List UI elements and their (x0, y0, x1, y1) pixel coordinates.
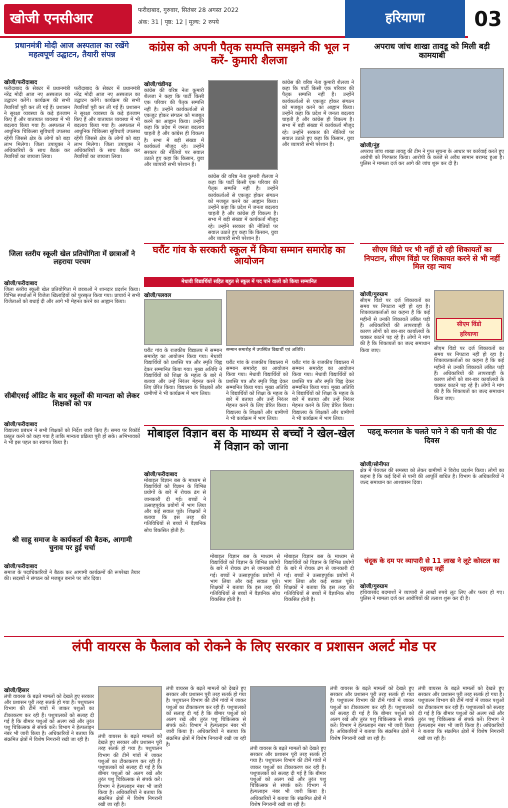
virus-body-col2: लंपी वायरस के बढ़ते मामलों को देखते हुए सरकार और प्रशासन पूरी तरह सतर्क हो गया है। पशुपालन विभाग की टीमें गांवों में जाकर पशुओं का टीकाकरण कर रही हैं। पशुपालकों को सलाह दी गई है कि बीमार पशुओं को अलग रखें और तुरंत पशु चिकित्सक से संपर्क करें। विभाग ने हेल्पलाइन नंबर भी जारी किया है। अधिकारियों ने बताया कि संक्रमित क्षेत्रों में विशेष निगरानी रखी जा रही है। (98, 734, 162, 808)
virus-body-col1: लंपी वायरस के बढ़ते मामलों को देखते हुए सरकार और प्रशासन पूरी तरह सतर्क हो गया है। पशुपालन विभाग की टीमें गांवों में जाकर पशुओं का टीकाकरण कर रही हैं। पशुपालकों को सलाह दी गई है कि बीमार पशुओं को अलग रखें और तुरंत पशु चिकित्सक से संपर्क करें। विभाग ने हेल्पलाइन नंबर भी जारी किया है। अधिकारियों ने बताया कि संक्रमित क्षेत्रों में विशेष निगरानी रखी जा रही है। (4, 694, 94, 744)
cm-body-col2: सीएम विंडो पर दर्ज शिकायतों का समय पर निपटारा नहीं हो रहा है। शिकायतकर्ताओं का कहना है कि कई महीनों से उनकी शिकायतें लंबित पड़ी हैं। अधिकारियों की लापरवाही के कारण लोगों को बार-बार कार्यालयों के चक्कर काटने पड़ रहे हैं। लोगों ने मांग की है कि शिकायतों का जल्द समाधान किया जाए। (434, 346, 504, 402)
divider (144, 243, 354, 244)
congress-byline: खोजी/चंडीगढ़ (144, 82, 172, 88)
science-body-col3: मोबाइल विज्ञान बस के माध्यम से विद्यार्थियों को विज्ञान के विभिन्न प्रयोगों के बारे में रोचक ढंग से जानकारी दी गई। बच्चों ने उत्साहपूर्वक प्रयोगों में भाग लिया और कई सवाल पूछे। शिक्षकों ने बताया कि इस तरह की गतिविधियों से बच्चों में वैज्ञानिक सोच विकसित होती है। (284, 554, 354, 604)
section-title: हरियाणा (345, 0, 465, 38)
sports-body: जिला स्तरीय स्कूली खेल प्रतियोगिता में छात्राओं ने शानदार प्रदर्शन किया। विभिन्न स्पर्धाओं में विजेता खिलाड़ियों को पुरस्कृत किया गया। प्राचार्य ने सभी विजेताओं को बधाई दी और आगे भी मेहनत करने का आह्वान किया। (4, 287, 141, 306)
congress-body-col2: कांग्रेस की वरिष्ठ नेता कुमारी शैलजा ने कहा कि पार्टी किसी एक परिवार की पैतृक सम्पत्ति नहीं है। उन्होंने कार्यकर्ताओं से एकजुट होकर संगठन को मजबूत करने का आह्वान किया। उन्होंने कहा कि प्रदेश में जनता बदलाव चाहती है और कांग्रेस ही विकल्प है। सभा में बड़ी संख्या में कार्यकर्ता मौजूद रहे। उन्होंने सरकार की नीतियों पर सवाल उठाते हुए कहा कि किसान, युवा और व्यापारी सभी परेशान हैं। (208, 174, 278, 243)
crime-byline: खोजी/नूंह (360, 143, 380, 149)
modi-byline: खोजी/फरीदाबाद (4, 80, 38, 86)
robbery-body: हथियारबंद बदमाशों ने व्यापारी से लाखों रुपये लूट लिए और फरार हो गए। पुलिस ने मामला दर्ज कर आरोपियों की तलाश शुरू कर दी है। (360, 590, 504, 603)
teacher-byline: खोजी/फरीदाबाद (4, 422, 38, 428)
modi-headline: प्रधानमंत्री मोदी आज अस्पताल का रखेंगे महत्वपूर्ण उद्घाटन, तैयारी संपन्न (15, 41, 129, 59)
sports-headline: जिला स्तरीय स्कूली खेल प्रतियोगिता में छात्राओं ने लहराया परचम (8, 250, 136, 267)
congress-body-col3: कांग्रेस की वरिष्ठ नेता कुमारी शैलजा ने कहा कि पार्टी किसी एक परिवार की पैतृक सम्पत्ति नहीं है। उन्होंने कार्यकर्ताओं से एकजुट होकर संगठन को मजबूत करने का आह्वान किया। उन्होंने कहा कि प्रदेश में जनता बदलाव चाहती है और कांग्रेस ही विकल्प है। सभा में बड़ी संख्या में कार्यकर्ता मौजूद रहे। उन्होंने सरकार की नीतियों पर सवाल उठाते हुए कहा कि किसान, युवा और व्यापारी सभी परेशान हैं। (282, 80, 354, 149)
virus-byline: खोजी/हिसार (4, 688, 30, 694)
water-body: क्षेत्र में पेयजल की समस्या को लेकर ग्रामीणों ने विरोध प्रदर्शन किया। लोगों का कहना है कि कई दिनों से पानी की आपूर्ति बाधित है। विभाग के अधिकारियों ने जल्द समाधान का आश्वासन दिया। (360, 468, 504, 487)
virus-body-col5: लंपी वायरस के बढ़ते मामलों को देखते हुए सरकार और प्रशासन पूरी तरह सतर्क हो गया है। पशुपालन विभाग की टीमें गांवों में जाकर पशुओं का टीकाकरण कर रही हैं। पशुपालकों को सलाह दी गई है कि बीमार पशुओं को अलग रखें और तुरंत पशु चिकित्सक से संपर्क करें। विभाग ने हेल्पलाइन नंबर भी जारी किया है। अधिकारियों ने बताया कि संक्रमित क्षेत्रों में विशेष निगरानी रखी जा रही है। (330, 686, 414, 742)
page-number: 03 (468, 0, 508, 38)
divider (144, 425, 354, 426)
teacher-headline: सीबीएसई ऑडिट के बाद स्कूलों की मान्यता को लेकर शिक्षकों को पत्र (4, 392, 140, 409)
science-byline: खोजी/फरीदाबाद (144, 472, 178, 478)
cm-headline: सीएम विंडो पर भी नहीं हो रही शिकायतों का निपटान, सीएम विंडो पर शिकायत करने से भी नहीं मिल रहा न्याय (364, 245, 500, 272)
school-body-col3: घरौंट गांव के राजकीय विद्यालय में सम्मान समारोह का आयोजन किया गया। मेधावी विद्यार्थियों को प्रशस्ति पत्र और स्मृति चिह्न देकर सम्मानित किया गया। मुख्य अतिथि ने विद्यार्थियों को शिक्षा के महत्व के बारे में बताया और उन्हें निरंतर मेहनत करने के लिए प्रेरित किया। विद्यालय के शिक्षकों और ग्रामीणों ने भी कार्यक्रम में भाग लिया। (292, 360, 354, 422)
badge-line-1: सीएम विंडो (456, 321, 482, 328)
school-photo-1 (144, 299, 222, 345)
society-headline: श्री साहू समाज के कार्यकर्ता की बैठक, आगामी चुनाव पर हुई चर्चा (11, 536, 132, 553)
modi-body-col2: फरीदाबाद के सेक्टर में प्रधानमंत्री नरेंद्र मोदी आज नए अस्पताल का उद्घाटन करेंगे। कार्यक्रम की सभी तैयारियाँ पूरी कर ली गई हैं। प्रशासन ने सुरक्षा व्यवस्था के कड़े इंतजाम किए हैं और यातायात व्यवस्था में भी बदलाव किया गया है। अस्पताल में आधुनिक चिकित्सा सुविधाएँ उपलब्ध रहेंगी जिससे क्षेत्र के लोगों को बड़ा लाभ मिलेगा। जिला उपायुक्त ने अधिकारियों के साथ बैठक कर तैयारियों का जायजा लिया। (74, 86, 140, 161)
cm-window-badge (436, 318, 502, 340)
teacher-body: विद्यालय प्रबंधन ने सभी शिक्षकों को निर्देश जारी किए हैं। समय पर रिकॉर्ड प्रस्तुत करने को कहा गया है ताकि मान्यता प्रक्रिया पूरी हो सके। अभिभावकों ने भी इस पहल का स्वागत किया है। (4, 428, 140, 447)
virus-body-col6: लंपी वायरस के बढ़ते मामलों को देखते हुए सरकार और प्रशासन पूरी तरह सतर्क हो गया है। पशुपालन विभाग की टीमें गांवों में जाकर पशुओं का टीकाकरण कर रही हैं। पशुपालकों को सलाह दी गई है कि बीमार पशुओं को अलग रखें और तुरंत पशु चिकित्सक से संपर्क करें। विभाग ने हेल्पलाइन नंबर भी जारी किया है। अधिकारियों ने बताया कि संक्रमित क्षेत्रों में विशेष निगरानी रखी जा रही है। (418, 686, 504, 742)
virus-body-col3: लंपी वायरस के बढ़ते मामलों को देखते हुए सरकार और प्रशासन पूरी तरह सतर्क हो गया है। पशुपालन विभाग की टीमें गांवों में जाकर पशुओं का टीकाकरण कर रही हैं। पशुपालकों को सलाह दी गई है कि बीमार पशुओं को अलग रखें और तुरंत पशु चिकित्सक से संपर्क करें। विभाग ने हेल्पलाइन नंबर भी जारी किया है। अधिकारियों ने बताया कि संक्रमित क्षेत्रों में विशेष निगरानी रखी जा रही है। (166, 686, 246, 748)
school-byline: खोजी/पलवल (144, 293, 172, 299)
school-body-col2: घरौंट गांव के राजकीय विद्यालय में सम्मान समारोह का आयोजन किया गया। मेधावी विद्यार्थियों को प्रशस्ति पत्र और स्मृति चिह्न देकर सम्मानित किया गया। मुख्य अतिथि ने विद्यार्थियों को शिक्षा के महत्व के बारे में बताया और उन्हें निरंतर मेहनत करने के लिए प्रेरित किया। विद्यालय के शिक्षकों और ग्रामीणों ने भी कार्यक्रम में भाग लिया। (226, 360, 288, 422)
crime-headline: अपराध जांच शाखा तावडू को मिली बड़ी कामयाबी (374, 42, 490, 61)
society-byline: खोजी/फरीदाबाद (4, 564, 38, 570)
society-body: समाज के पदाधिकारियों ने बैठक कर आगामी कार्यक्रमों की रूपरेखा तैयार की। सदस्यों ने संगठन को मजबूत बनाने पर जोर दिया। (4, 570, 140, 583)
robbery-headline: चंदूक के दम पर व्यापारी से 11 लाख ने लूटे कोस्टल का रहस्य नहीं (364, 557, 500, 573)
congress-body-col1: कांग्रेस की वरिष्ठ नेता कुमारी शैलजा ने कहा कि पार्टी किसी एक परिवार की पैतृक सम्पत्ति नहीं है। उन्होंने कार्यकर्ताओं से एकजुट होकर संगठन को मजबूत करने का आह्वान किया। उन्होंने कहा कि प्रदेश में जनता बदलाव चाहती है और कांग्रेस ही विकल्प है। सभा में बड़ी संख्या में कार्यकर्ता मौजूद रहे। उन्होंने सरकार की नीतियों पर सवाल उठाते हुए कहा कि किसान, युवा और व्यापारी सभी परेशान हैं। (144, 88, 204, 169)
school-subhead: मेधावी विद्यार्थियों सहित बहुत से स्कूल में पद पाने वालों को किया सम्मानित (144, 277, 354, 287)
virus-photo-1 (98, 686, 162, 730)
badge-line-2: हरियाणा (459, 331, 479, 338)
virus-body-col4: लंपी वायरस के बढ़ते मामलों को देखते हुए सरकार और प्रशासन पूरी तरह सतर्क हो गया है। पशुपालन विभाग की टीमें गांवों में जाकर पशुओं का टीकाकरण कर रही हैं। पशुपालकों को सलाह दी गई है कि बीमार पशुओं को अलग रखें और तुरंत पशु चिकित्सक से संपर्क करें। विभाग ने हेल्पलाइन नंबर भी जारी किया है। अधिकारियों ने बताया कि संक्रमित क्षेत्रों में विशेष निगरानी रखी जा रही है। (250, 746, 326, 808)
cm-body-col1: सीएम विंडो पर दर्ज शिकायतों का समय पर निपटारा नहीं हो रहा है। शिकायतकर्ताओं का कहना है कि कई महीनों से उनकी शिकायतें लंबित पड़ी हैं। अधिकारियों की लापरवाही के कारण लोगों को बार-बार कार्यालयों के चक्कर काटने पड़ रहे हैं। लोगों ने मांग की है कि शिकायतों का जल्द समाधान किया जाए। (360, 298, 430, 354)
virus-photo-2 (250, 686, 326, 742)
school-headline: घरौंट गांव के सरकारी स्कूल में किया सम्मान समारोह का आयोजन (152, 245, 346, 267)
crime-body: अपराध जांच शाखा तावडू की टीम ने गुप्त सूचना के आधार पर कार्रवाई करते हुए आरोपी को गिरफ्तार किया। आरोपी के कब्जे से अवैध सामान बरामद हुआ है। पुलिस ने मामला दर्ज कर आगे की जांच शुरू कर दी है। (360, 149, 504, 168)
edition-info: अंक: 31 | पृष्ठ: 12 | मूल्य: 2 रुपये (138, 19, 219, 26)
newspaper-logo: खोजी एनसीआर (4, 4, 132, 34)
science-headline: मोबाइल विज्ञान बस के माध्यम से बच्चों ने खेल-खेल में विज्ञान को जाना (147, 427, 355, 453)
science-body-col1: मोबाइल विज्ञान बस के माध्यम से विद्यार्थियों को विज्ञान के विभिन्न प्रयोगों के बारे में रोचक ढंग से जानकारी दी गई। बच्चों ने उत्साहपूर्वक प्रयोगों में भाग लिया और कई सवाल पूछे। शिक्षकों ने बताया कि इस तरह की गतिविधियों से बच्चों में वैज्ञानिक सोच विकसित होती है। (144, 478, 206, 534)
school-photo-2 (226, 290, 354, 346)
crime-photo (360, 68, 504, 138)
divider (360, 243, 504, 244)
congress-headline: कांग्रेस को अपनी पैतृक सम्पत्ति समझने की भूल न करें- कुमारी शैलजा (148, 41, 350, 67)
divider (360, 425, 504, 426)
science-photo (210, 470, 354, 550)
school-body-col1: घरौंट गांव के राजकीय विद्यालय में सम्मान समारोह का आयोजन किया गया। मेधावी विद्यार्थियों को प्रशस्ति पत्र और स्मृति चिह्न देकर सम्मानित किया गया। मुख्य अतिथि ने विद्यार्थियों को शिक्षा के महत्व के बारे में बताया और उन्हें निरंतर मेहनत करने के लिए प्रेरित किया। विद्यालय के शिक्षकों और ग्रामीणों ने भी कार्यक्रम में भाग लिया। (144, 348, 222, 398)
divider (4, 636, 504, 637)
science-body-col2: मोबाइल विज्ञान बस के माध्यम से विद्यार्थियों को विज्ञान के विभिन्न प्रयोगों के बारे में रोचक ढंग से जानकारी दी गई। बच्चों ने उत्साहपूर्वक प्रयोगों में भाग लिया और कई सवाल पूछे। शिक्षकों ने बताया कि इस तरह की गतिविधियों से बच्चों में वैज्ञानिक सोच विकसित होती है। (210, 554, 280, 604)
modi-body-col1: फरीदाबाद के सेक्टर में प्रधानमंत्री नरेंद्र मोदी आज नए अस्पताल का उद्घाटन करेंगे। कार्यक्रम की सभी तैयारियाँ पूरी कर ली गई हैं। प्रशासन ने सुरक्षा व्यवस्था के कड़े इंतजाम किए हैं और यातायात व्यवस्था में भी बदलाव किया गया है। अस्पताल में आधुनिक चिकित्सा सुविधाएँ उपलब्ध रहेंगी जिससे क्षेत्र के लोगों को बड़ा लाभ मिलेगा। जिला उपायुक्त ने अधिकारियों के साथ बैठक कर तैयारियों का जायजा लिया। (4, 86, 70, 161)
edition-date: फरीदाबाद, गुरुवार, सितंबर 28 अगस्त 2022 (138, 7, 239, 14)
school-photo-caption: सम्मान समारोह में उपस्थित विद्यार्थी एवं अतिथि। (226, 348, 305, 353)
virus-headline: लंपी वायरस के फैलाव को रोकने के लिए सरकार व प्रशासन अलर्ट मोड पर (72, 639, 436, 655)
sports-byline: खोजी/फरीदाबाद (4, 281, 38, 287)
water-headline: पहलू करनाल के चलते पाने ने की पानी की पीट दिवस (367, 427, 497, 445)
robbery-byline: खोजी/गुरुग्राम (360, 584, 388, 590)
cm-byline: खोजी/गुरुग्राम (360, 292, 388, 298)
water-byline: खोजी/सोनीपत (360, 462, 390, 468)
congress-photo (208, 80, 278, 170)
